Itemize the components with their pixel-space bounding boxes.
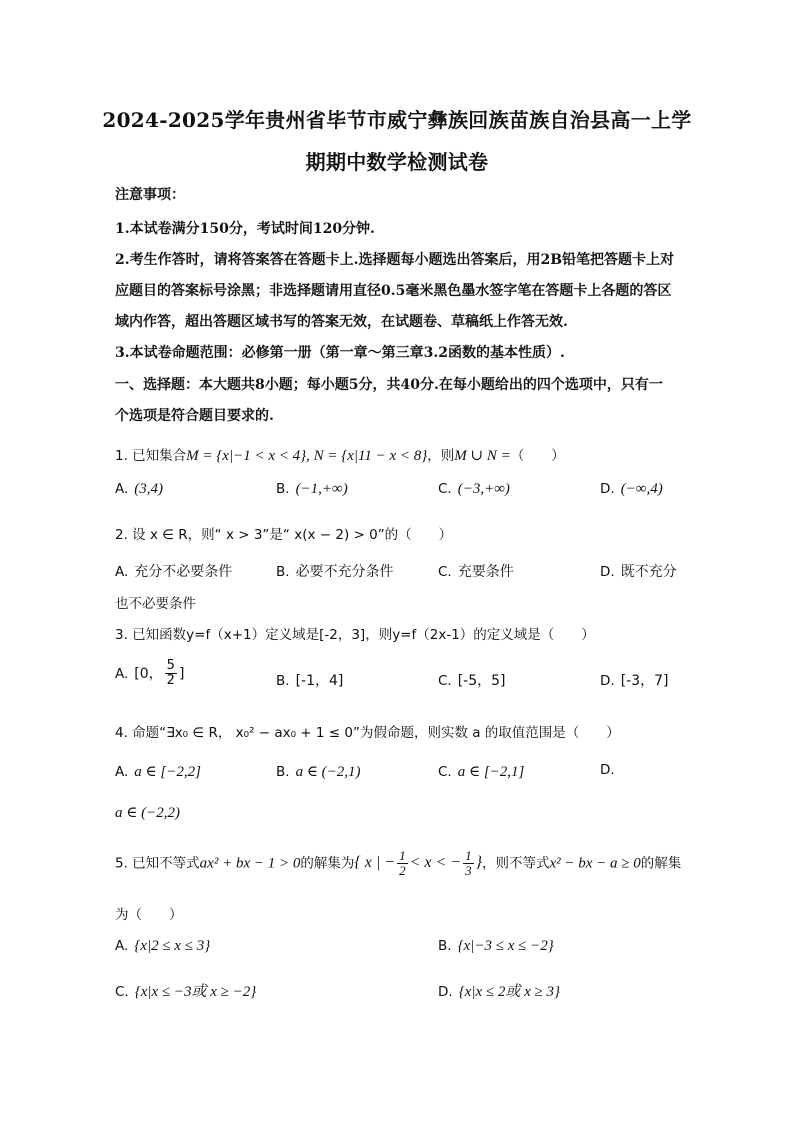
q3-option-b: B. [-1，4] [276,673,344,689]
title-line-2: 期期中数学检测试卷 [305,150,489,174]
q3-option-a: A. [0， $\frac{5}{2}$ ] [115,658,185,689]
q1-option-d: D. (−∞,4) [600,481,663,497]
q1-stem-a: 1. 已知集合 [115,448,187,464]
q4-option-b: B. a ∈ (−2,1) [276,764,361,780]
q1-stem-b: ，则 [427,448,455,464]
question-5-stem: 5. 已知不等式ax² + bx − 1 > 0的解集为{ x | − $\frac{1}{2}$ < x < − $\frac{1}{3}$ }，则不等式x² − bx − a ≥ 0的解集 [115,848,682,879]
q2-option-d-continued: 也不必要条件 [115,596,196,612]
q1-stem-math2: M ∪ N = [454,448,511,464]
title-line-1: 2024-2025学年贵州省毕节市威宁彝族回族苗族自治县高一上学 [102,108,692,132]
question-5-continued: 为（ ） [115,907,183,923]
q4-option-c: C. a ∈ [−2,1] [438,764,525,780]
question-2-stem: 2. 设 x ∈ R，则“ x > 3”是“ x(x − 2) > 0”的（ ） [115,527,453,543]
note-3: 3.本试卷命题范围：必修第一册（第一章～第三章3.2函数的基本性质）. [115,345,565,361]
q3-option-d: D. [-3，7] [600,673,669,689]
note-2-line-1: 2.考生作答时，请将答案答在答题卡上.选择题每小题选出答案后，用2B铅笔把答题卡上对 [115,252,675,268]
q5-option-c: C. {x|x ≤ −3或 x ≥ −2} [115,984,257,1000]
notes-heading: 注意事项： [115,187,185,203]
note-2-line-3: 域内作答，超出答题区域书写的答案无效，在试题卷、草稿纸上作答无效. [115,314,568,330]
question-1-stem [115,444,685,465]
q4-option-d-continued: a ∈ (−2,2) [115,805,180,821]
note-1: 1.本试卷满分150分，考试时间120分钟. [115,221,375,237]
q1-option-a: A. (3,4) [115,481,164,497]
q4-option-a: A. a ∈ [−2,2] [115,764,201,780]
q1-stem-math: M = {x|−1 < x < 4}, N = {x|11 − x < 8} [186,448,428,464]
q2-option-b: B. 必要不充分条件 [276,564,394,580]
q3-option-a-fraction: $\frac{5}{2}$ [166,658,175,689]
question-4-stem: 4. 命题“∃x₀ ∈ R， x₀² − ax₀ + 1 ≤ 0”为假命题，则实数 a 的取值范围是（ ） [115,725,620,741]
q5-option-d: D. {x|x ≤ 2或 x ≥ 3} [438,984,560,1000]
q4-option-d: D. [600,762,615,778]
q1-stem-c: （ ） [510,448,565,464]
section-1-line-1: 一、选择题：本大题共8小题；每小题5分，共40分.在每小题给出的四个选项中，只有一 [115,377,663,393]
q5-option-b: B. {x|−3 ≤ x ≤ −2} [438,938,554,954]
q1-option-c: C. (−3,+∞) [438,481,510,497]
note-2-line-2: 应题目的答案标号涂黑；非选择题请用直径0.5毫米黑色墨水签字笔在答题卡上各题的答区 [115,283,672,299]
q2-option-a: A. 充分不必要条件 [115,564,233,580]
question-3-stem: 3. 已知函数y=f（x+1）定义域是[-2，3]，则y=f（2x-1）的定义域是（ ） [115,627,595,643]
q5-solution-set: { x | − $\frac{1}{2}$ < x < − $\frac{1}{3}$ } [354,848,482,879]
q2-option-d: D. 既不充分 [600,564,677,580]
q2-option-c: C. 充要条件 [438,564,514,580]
q1-option-b: B. (−1,+∞) [276,481,348,497]
q5-option-a: A. {x|2 ≤ x ≤ 3} [115,938,211,954]
q3-option-c: C. [-5，5] [438,673,506,689]
section-1-line-2: 个选项是符合题目要求的. [115,408,274,424]
